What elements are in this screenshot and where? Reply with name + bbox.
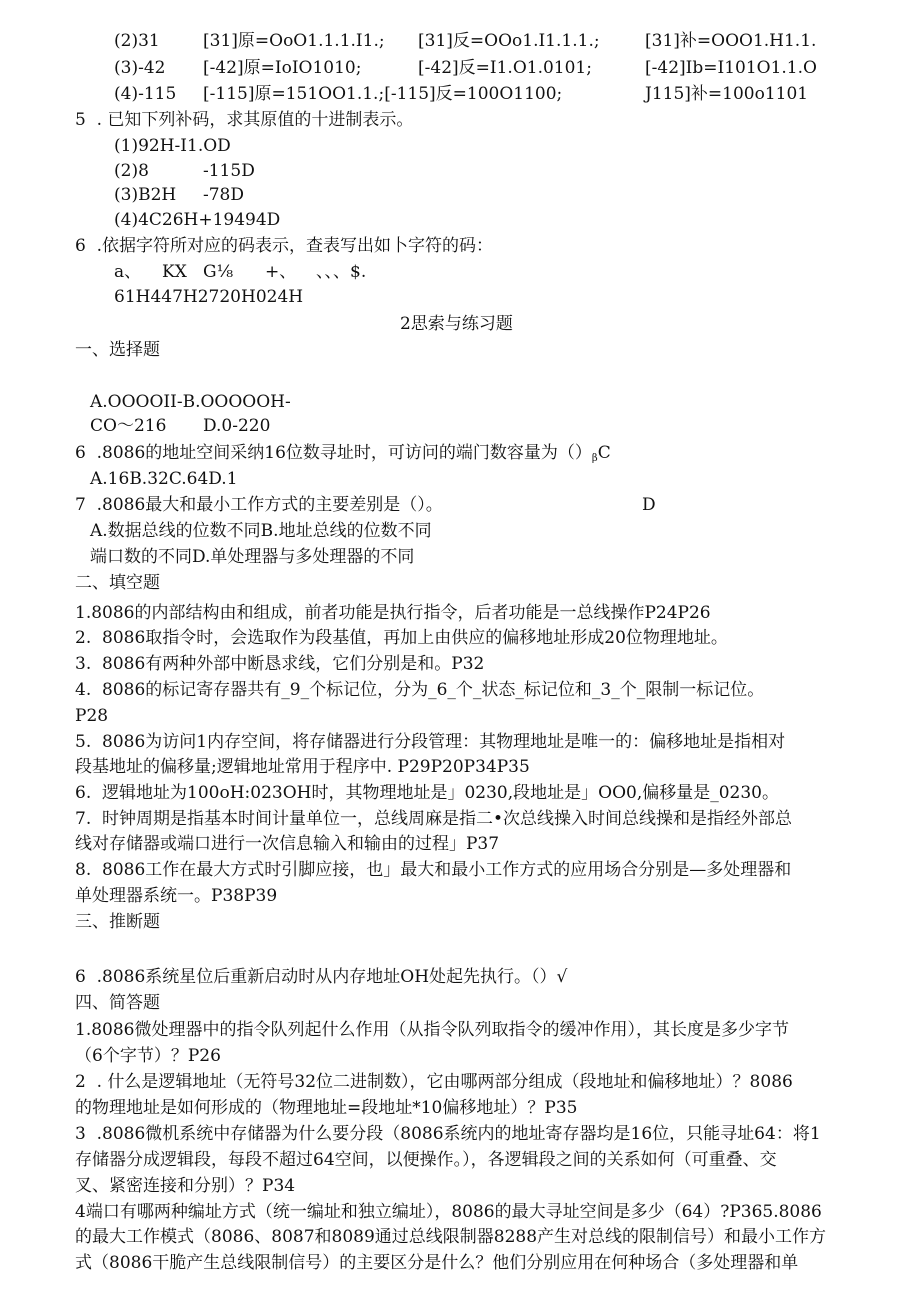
part2-heading: 二、填空题 (75, 573, 160, 593)
conv-row-3-complement: J115]补=100o1101 (645, 84, 809, 104)
fill-line: 1.8086的内部结构由和组成，前者功能是执行指令，后者功能是一总线操作P24P26 (75, 603, 711, 623)
answer-line: 式（8086干脆产生总线限制信号）的主要区分是什么？他们分别应用在何种场合（多处理器和单 (75, 1253, 799, 1273)
conv-row-1-original: [31]原=OoO1.1.1.I1.; (203, 31, 385, 51)
q5-answer-1: -115D (203, 161, 255, 181)
part1-q7: 7 .8086最大和最小工作方式的主要差别是（）。 (75, 495, 443, 515)
fill-line: 2. 8086取指令时，会选取作为段基值，再加上由供应的偏移地址形成20位物理地址。 (75, 628, 728, 648)
answer-line: 叉、紧密连接和分别）？P34 (75, 1176, 296, 1196)
conv-row-1-label: (2)31 (114, 31, 160, 51)
answer-line: 3 .8086微机系统中存储器为什么要分段（8086系统内的地址寄存器均是16位，只能寻址64：将1 (75, 1124, 821, 1144)
conv-row-1-inverse: [31]反=OOo1.I1.1.1.; (418, 31, 600, 51)
q6-char-1: a、 (114, 262, 142, 282)
answer-line: 存储器分成逻辑段，每段不超过64空间，以便操作。），各逻辑段之间的关系如何（可重叠、交 (75, 1150, 777, 1170)
conv-row-3-original: [-115]原=151OO1.1.;[-115]反=100O1100; (203, 84, 563, 104)
answer-line: 1.8086微处理器中的指令队列起什么作用（从指令队列取指令的缓冲作用），其长度是多少字节 (75, 1020, 789, 1040)
conv-row-3-label: (4)-115 (114, 84, 177, 104)
part1-q7-answer: D (642, 495, 656, 515)
conv-row-2-complement: [-42]Ib=I101O1.1.O (645, 58, 817, 78)
part1-option-b: CO～216 (90, 416, 167, 436)
conv-row-1-complement: [31]补=OOO1.H1.1. (645, 31, 817, 51)
q5-item-4: (4)4C26H+19494D (114, 210, 281, 230)
conv-row-2-original: [-42]原=IoIO1010; (203, 58, 362, 78)
part3-heading: 三、推断题 (75, 912, 160, 932)
fill-line: 8. 8086工作在最大方式时引脚应接，也」最大和最小工作方式的应用场合分别是—多处理器和 (75, 860, 792, 880)
answer-line: 4端口有哪两种编址方式（统一编址和独立编址），8086的最大寻址空间是多少（64）?P365.8086 (75, 1202, 822, 1222)
fill-line: 线对存储器或端口进行一次信息输入和输由的过程」P37 (75, 834, 500, 854)
q6-answer: 61H447H2720H024H (114, 287, 304, 307)
q6-char-2: KX (162, 262, 187, 282)
part1-heading: 一、选择题 (75, 340, 160, 360)
answer-line: 的物理地址是如何形成的（物理地址=段地址*10偏移地址）？P35 (75, 1098, 578, 1118)
fill-line: 7. 时钟周期是指基本时间计量单位一，总线周麻是指二•次总线操入时间总线操和是指经外部总 (75, 809, 793, 829)
fill-line: P28 (75, 706, 109, 726)
fill-line: 段基地址的偏移量;逻辑地址常用于程序中. P29P20P34P35 (75, 757, 530, 777)
part4-heading: 四、简答题 (75, 993, 160, 1013)
q6-title: 6 .依据字符所对应的码表示，查表写出如卜字符的码： (75, 236, 494, 256)
conv-row-2-inverse: [-42]反=I1.O1.0101; (418, 58, 592, 78)
part1-q6-options: A.16B.32C.64D.1 (90, 469, 238, 489)
fill-line: 单处理器系统一。P38P39 (75, 886, 278, 906)
conv-row-2-label: (3)-42 (114, 58, 166, 78)
fill-line: 4. 8086的标记寄存器共有_9_个标记位，分为_6_个_状态_标记位和_3_个_限制一标记位。 (75, 680, 765, 700)
q6-char-5: 、、、$. (316, 262, 367, 282)
part1-q7-option-2: 端口数的不同D.单处理器与多处理器的不同 (90, 547, 415, 567)
answer-line: 的最大工作模式（8086、8087和8089通过总线限制器8288产生对总线的限制信号）和最小工作方 (75, 1227, 827, 1247)
q6-char-4: +、 (265, 262, 297, 282)
fill-line: 3. 8086有两种外部中断恳求线，它们分别是和。P32 (75, 654, 485, 674)
section-title: 2思索与练习题 (400, 314, 513, 334)
part1-q6-subscript: β (591, 453, 598, 464)
part1-q7-option-1: A.数据总线的位数不同B.地址总线的位数不同 (90, 521, 432, 541)
fill-line: 6. 逻辑地址为100oH:023OH时，其物理地址是」0230,段地址是」OO0,偏移量是_0230。 (75, 783, 779, 803)
answer-line: （6个字节）？P26 (75, 1046, 221, 1066)
part1-option-a: A.OOOOII-B.OOOOOH- (90, 392, 291, 412)
q5-item-2: (2)8 (114, 161, 149, 181)
q5-answer-2: -78D (203, 185, 245, 205)
part1-option-d: D.0-220 (203, 416, 271, 436)
part1-q6-answer: C (597, 443, 611, 463)
answer-line: 2 . 什么是逻辑地址（无符号32位二进制数），它由哪两部分组成（段地址和偏移地址）？8086 (75, 1072, 793, 1092)
fill-line: 5. 8086为访问1内存空间，将存储器进行分段管理：其物理地址是唯一的：偏移地址是指相对 (75, 732, 786, 752)
q5-item-1: (1)92H-I1.OD (114, 136, 231, 156)
q5-title: 5 . 已知下列补码，求其原值的十进制表示。 (75, 110, 414, 130)
part1-q6-text: 6 .8086的地址空间采纳16位数寻址时，可访问的端门数容量为（） (75, 443, 592, 463)
q6-char-3: G⅛ (203, 262, 234, 282)
q5-item-3: (3)B2H (114, 185, 177, 205)
part3-q6: 6 .8086系统星位后重新启动时从内存地址OH处起先执行。（）√ (75, 967, 568, 987)
